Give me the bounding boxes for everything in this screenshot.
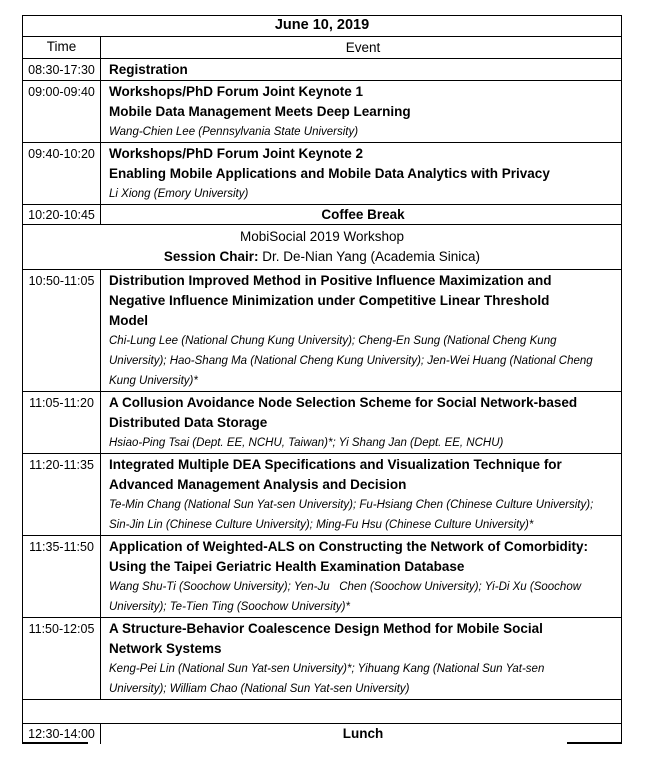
partial-border-right [567, 742, 621, 744]
break-label: Lunch [342, 726, 384, 741]
column-header-event: Event [345, 40, 381, 55]
author-line: Hsiao-Ping Tsai (Dept. EE, NCHU, Taiwan)*; Yi Shang Jan (Dept. EE, NCHU) [109, 437, 504, 449]
empty-row [23, 700, 621, 724]
author-line: Te-Min Chang (National Sun Yat-sen University); Fu-Hsiang Chen (Chinese Culture University); [109, 499, 594, 511]
author-line: Wang-Chien Lee (Pennsylvania State University) [109, 125, 359, 138]
schedule-row-paper2 [23, 392, 621, 454]
event-title-line: Network Systems [109, 641, 222, 656]
session-heading-cell [23, 225, 621, 269]
partial-border-left [23, 742, 88, 744]
author-line: Wang Shu-Ti (Soochow University); Yen-Ju Chen (Soochow University); Yi-Di Xu (Soochow [109, 581, 582, 593]
event-title-line: Application of Weighted-ALS on Constructing the Network of Comorbidity: [109, 539, 588, 554]
column-header-row [23, 37, 621, 59]
schedule-row-keynote1 [23, 81, 621, 143]
date-title-row [23, 16, 621, 37]
schedule-row-paper5 [23, 618, 621, 700]
time-cell: 08:30-17:30 [23, 59, 101, 80]
event-title-line: Using the Taipei Geriatric Health Examination Database [109, 559, 465, 574]
event-cell [101, 59, 621, 80]
time-cell: 11:05-11:20 [23, 392, 101, 453]
time-cell: 10:50-11:05 [23, 270, 101, 391]
event-title-line: Advanced Management Analysis and Decision [109, 477, 407, 492]
event-title-line: Enabling Mobile Applications and Mobile Data Analytics with Privacy [109, 165, 550, 181]
author-line: Chi-Lung Lee (National Chung Kung University); Cheng-En Sung (National Cheng Kung [109, 335, 557, 347]
break-label: Coffee Break [321, 206, 405, 222]
event-cell [101, 143, 621, 204]
author-line: University); Te-Tien Ting (Soochow University)* [109, 601, 350, 613]
author-line: University); Hao-Shang Ma (National Cheng Kung University); Jen-Wei Huang (National Cheng [109, 355, 593, 367]
event-cell [101, 81, 621, 142]
author-line: Li Xiong (Emory University) [109, 187, 249, 200]
time-cell: 11:20-11:35 [23, 454, 101, 535]
schedule-row-paper4 [23, 536, 621, 618]
time-cell: 11:50-12:05 [23, 618, 101, 699]
time-cell: 10:20-10:45 [23, 205, 101, 225]
event-title-line: Model [109, 313, 148, 328]
event-title-line: Workshops/PhD Forum Joint Keynote 1 [109, 83, 364, 99]
session-chair-value: Dr. De-Nian Yang (Academia Sinica) [258, 249, 481, 264]
time-cell: 11:35-11:50 [23, 536, 101, 617]
event-cell [101, 454, 621, 535]
schedule-row-lunch [23, 724, 621, 744]
event-title-line: Integrated Multiple DEA Specifications and Visualization Technique for [109, 457, 562, 472]
event-title-line: Negative Influence Minimization under Competitive Linear Threshold [109, 293, 550, 308]
schedule-row-coffee-break [23, 205, 621, 226]
schedule-table [22, 15, 622, 744]
event-title-line: Workshops/PhD Forum Joint Keynote 2 [109, 145, 364, 161]
schedule-row-paper3 [23, 454, 621, 536]
event-title-line: A Collusion Avoidance Node Selection Scheme for Social Network-based [109, 395, 578, 410]
schedule-row-paper1 [23, 270, 621, 392]
session-chair-line [23, 247, 621, 267]
event-cell [101, 618, 621, 699]
schedule-row-registration [23, 59, 621, 81]
author-line: University); William Chao (National Sun Yat-sen University) [109, 683, 410, 695]
empty-cell [23, 700, 621, 723]
date-title: June 10, 2019 [274, 17, 370, 33]
event-cell [101, 392, 621, 453]
time-cell: 09:00-09:40 [23, 81, 101, 142]
author-line: Keng-Pei Lin (National Sun Yat-sen University)*; Yihuang Kang (National Sun Yat-sen [109, 663, 545, 675]
event-title-line: Distributed Data Storage [109, 415, 268, 430]
event-cell [101, 270, 621, 391]
schedule-row-keynote2 [23, 143, 621, 205]
author-line: Kung University)* [109, 375, 198, 387]
event-title-line: Mobile Data Management Meets Deep Learning [109, 103, 411, 119]
session-chair-label: Session Chair: [163, 249, 259, 264]
session-heading-row [23, 225, 621, 270]
event-title-line: Registration [109, 61, 188, 77]
session-title: MobiSocial 2019 Workshop [239, 229, 405, 244]
time-cell: 09:40-10:20 [23, 143, 101, 204]
event-title-line: Distribution Improved Method in Positive Influence Maximization and [109, 273, 552, 288]
event-cell [101, 536, 621, 617]
event-title-line: A Structure-Behavior Coalescence Design Method for Mobile Social [109, 621, 543, 636]
time-cell: 12:30-14:00 [23, 724, 101, 744]
author-line: Sin-Jin Lin (Chinese Culture University); Ming-Fu Hsu (Chinese Culture University)* [109, 519, 534, 531]
column-header-time: Time [23, 37, 101, 58]
